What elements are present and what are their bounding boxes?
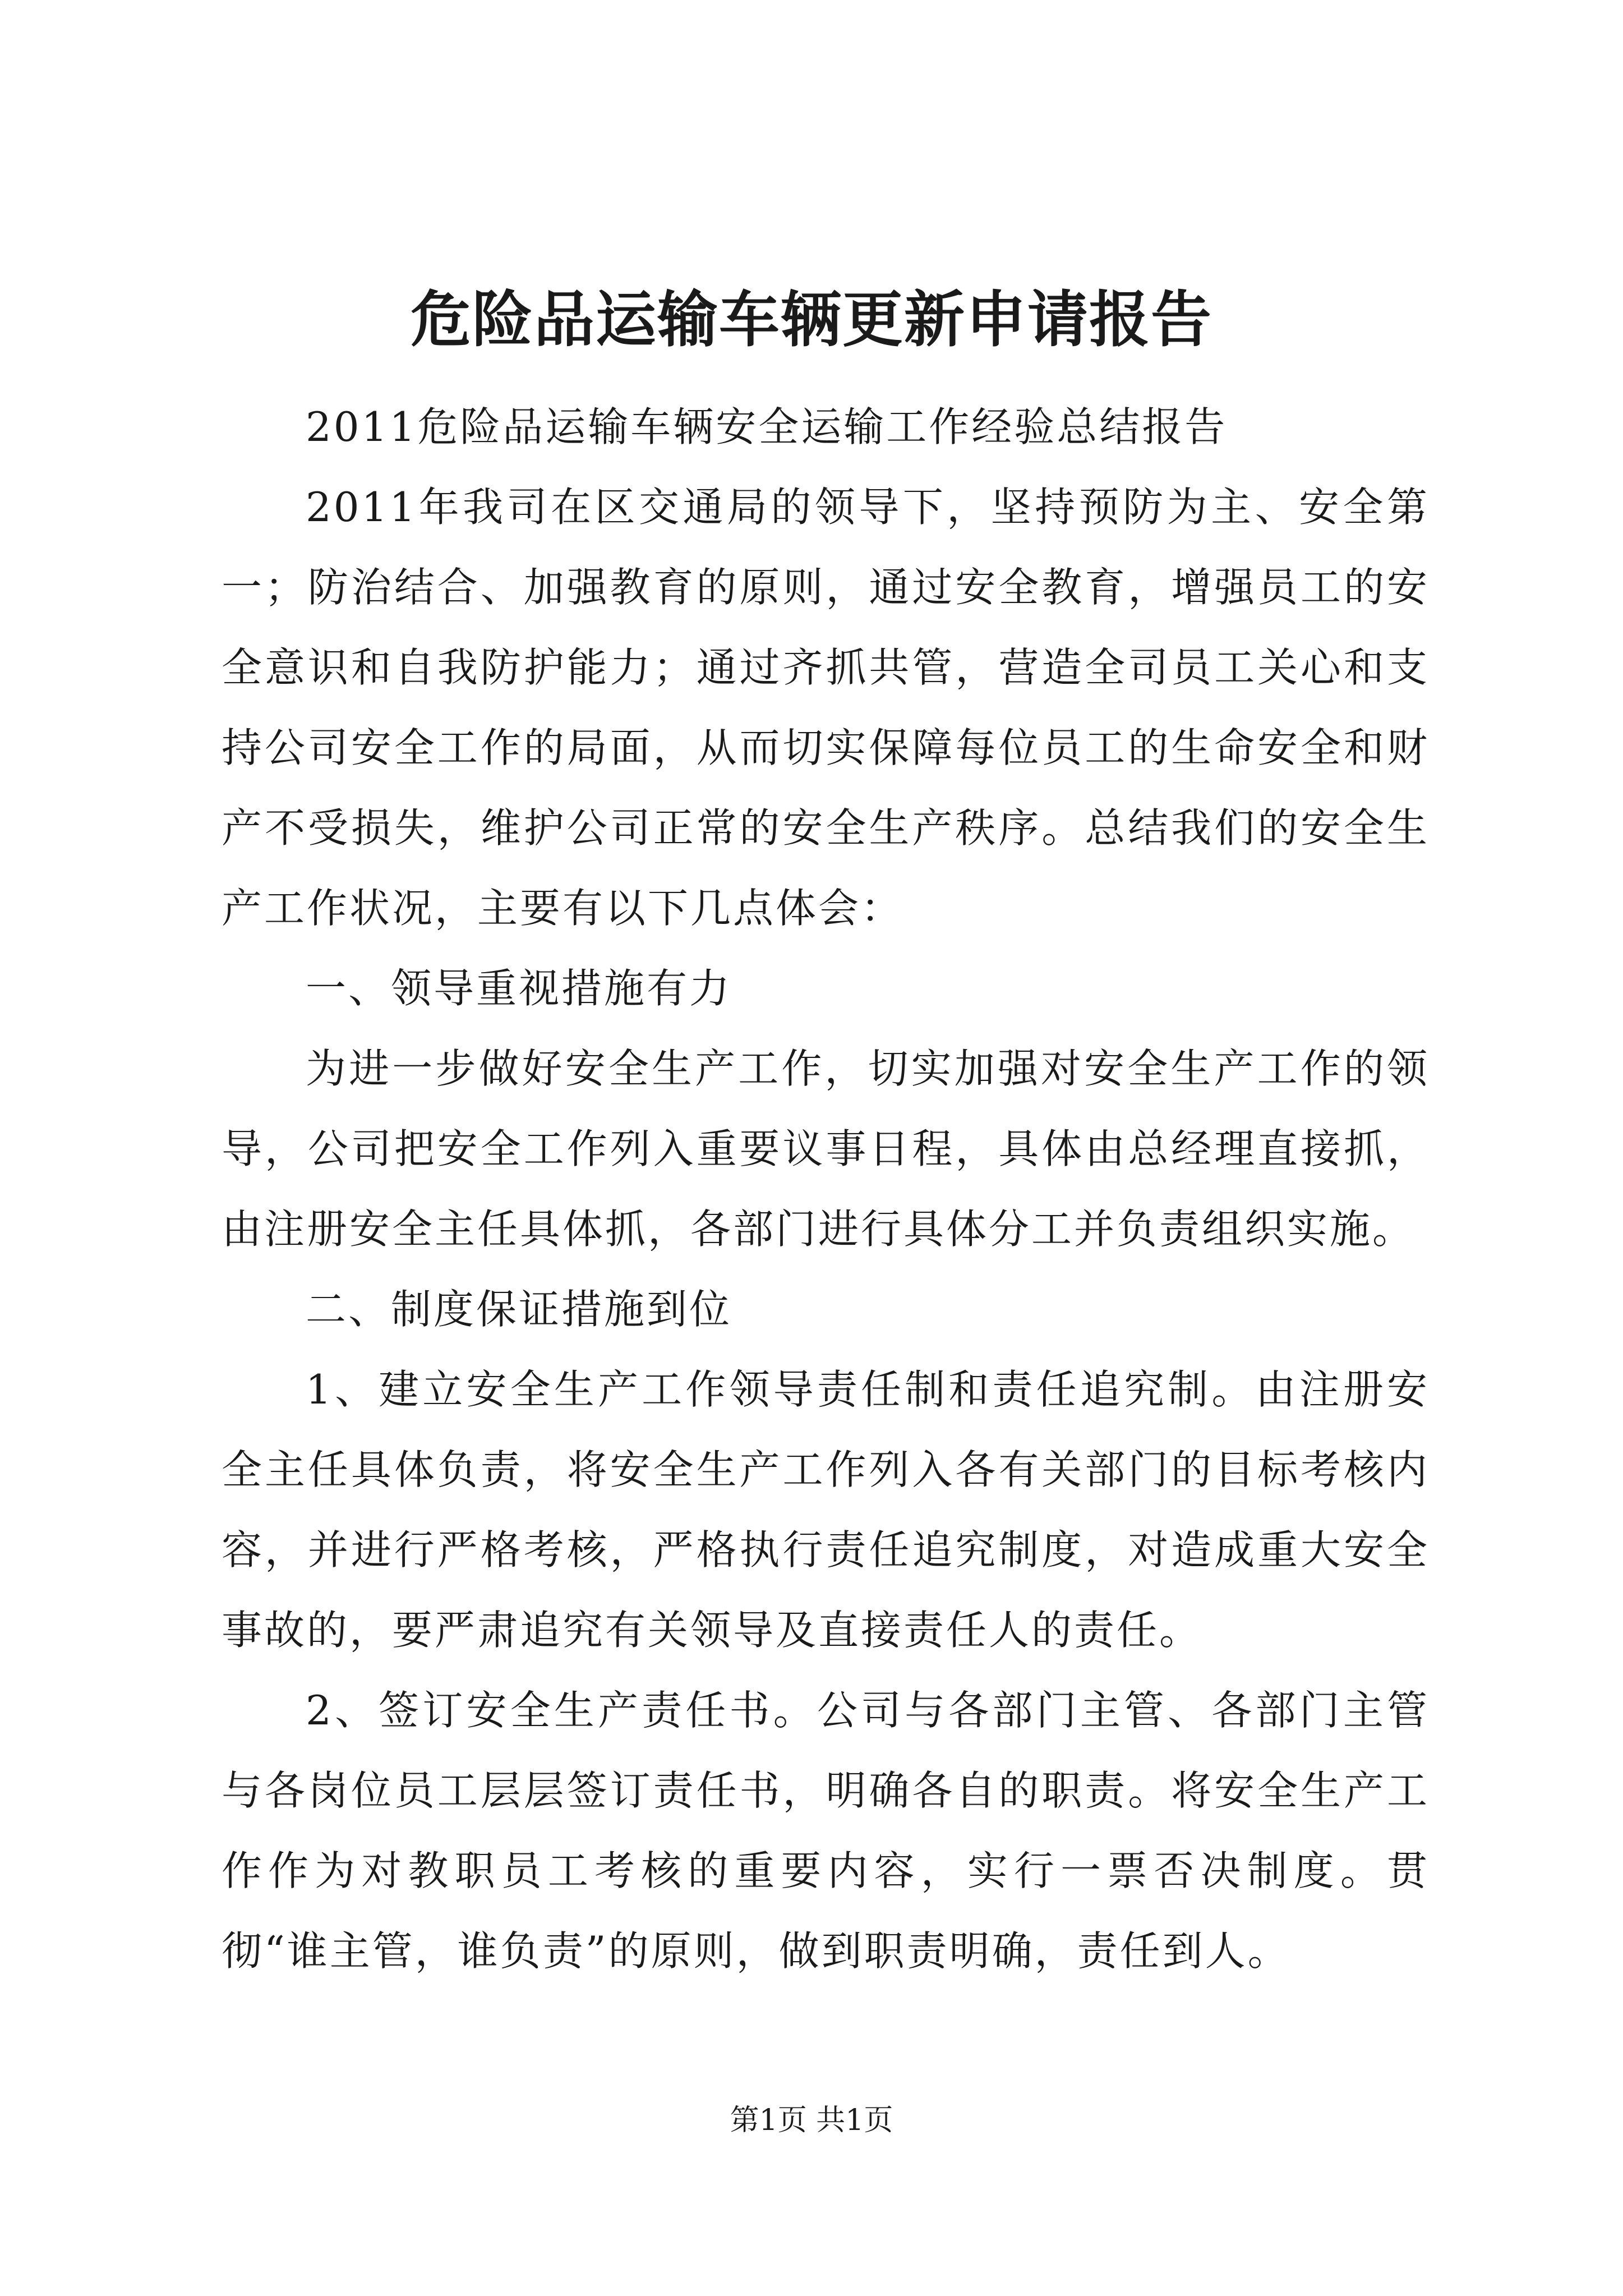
section-heading-2: 二、制度保证措施到位 [306,1286,732,1333]
document-title: 危险品运输车辆更新申请报告 [410,284,1212,355]
section-heading-1: 一、领导重视措施有力 [306,965,732,1012]
paragraph-subtitle: 2011危险品运输车辆安全运输工作经验总结报告 [306,403,1228,450]
document-body [222,387,1430,1991]
paragraph-section-1: 为进一步做好安全生产工作，切实加强对安全生产工作的领导，公司把安全工作列入重要议事日程，具体由总经理直接抓，由注册安全主任具体抓，各部门进行具体分工并负责组织实施。 [222,1045,1430,1253]
page-footer [0,2101,1623,2140]
paragraph-intro: 2011年我司在区交通局的领导下，坚持预防为主、安全第一；防治结合、加强教育的原则，通过安全教育，增强员工的安全意识和自我防护能力；通过齐抓共管，营造全司员工关心和支持公司安全工作的局面，从而切实保障每位员工的生命安全和财产不受损失，维护公司正常的安全生产秩序。总结我们的安全生产工作状况，主要有以下几点体会： [222,484,1430,932]
paragraph-item-2: 2、签订安全生产责任书。公司与各部门主管、各部门主管与各岗位员工层层签订责任书，明确各自的职责。将安全生产工作作为对教职员工考核的重要内容，实行一票否决制度。贯彻“谁主管，谁负责”的原则，做到职责明确，责任到人。 [222,1687,1430,1975]
page-number: 第1页 共1页 [730,2104,893,2137]
paragraph-item-1: 1、建立安全生产工作领导责任制和责任追究制。由注册安全主任具体负责，将安全生产工作列入各有关部门的目标考核内容，并进行严格考核，严格执行责任追究制度，对造成重大安全事故的，要严肃追究有关领导及直接责任人的责任。 [222,1366,1430,1654]
